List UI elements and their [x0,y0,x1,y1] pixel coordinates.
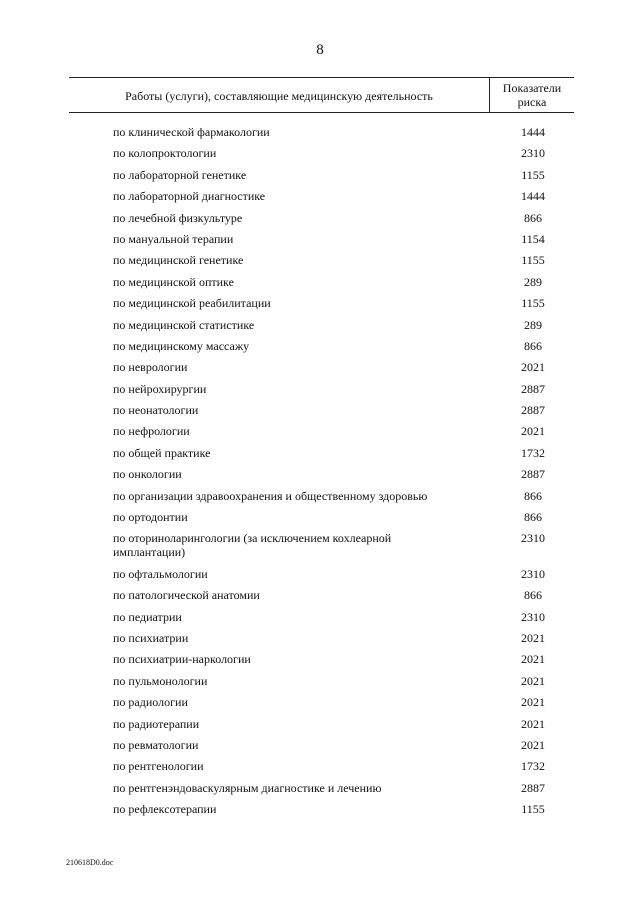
row-value: 1155 [521,253,545,268]
row-label: по оториноларингологии (за исключением кохлеарной имплантации) [113,531,392,560]
row-value: 1732 [521,759,545,774]
row-label: по рефлексотерапии [113,802,217,817]
row-label: по рентгенэндоваскулярным диагностике и лечению [113,780,382,795]
row-value: 2021 [521,360,545,375]
row-value: 2310 [521,609,545,624]
row-label: по колопроктологии [113,146,217,161]
row-label: по радиотерапии [113,716,200,731]
row-value: 1732 [521,445,545,460]
header-works-column: Работы (услуги), составляющие медицинскую деятельность [125,89,433,103]
row-value: 2887 [521,381,545,396]
row-value: 2310 [521,566,545,581]
page-number: 8 [316,42,324,58]
row-label: по медицинскому массажу [113,338,250,353]
row-label: по ревматологии [113,738,199,753]
table-row [0,207,640,228]
row-value: 866 [524,210,542,225]
row-value: 1444 [521,125,545,139]
table-row [0,378,640,399]
row-label: по мануальной терапии [113,231,234,246]
row-label: по радиологии [113,695,188,710]
row-value: 2887 [521,403,545,418]
row-value: 1155 [521,296,545,311]
table-row [0,399,640,420]
row-label: по нейрохирургии [113,381,207,396]
row-value: 866 [524,588,542,603]
row-label: по медицинской оптике [113,274,234,289]
row-value: 2021 [521,673,545,688]
table-row [0,506,640,527]
table-row [0,356,640,377]
row-label: по лабораторной генетике [113,167,247,182]
row-label: по медицинской статистике [113,317,255,332]
table-row [0,563,640,584]
row-value: 289 [524,317,542,332]
row-value: 866 [524,510,542,525]
table-row [0,185,640,206]
row-label: по клинической фармакологии [113,125,270,139]
row-value: 2021 [521,716,545,731]
row-value: 866 [524,488,542,503]
row-value: 1155 [521,802,545,817]
row-label: по ортодонтии [113,510,188,525]
table-row [0,314,640,335]
document-filename: 210618D0.doc [66,858,114,867]
row-value: 2310 [521,531,545,546]
row-label: по лабораторной диагностике [113,189,266,204]
row-label: по патологической анатомии [113,588,260,603]
row-value: 2021 [521,631,545,646]
row-label: по медицинской генетике [113,253,244,268]
header-risk-column: Показатели риска [502,81,562,109]
table-row [0,463,640,484]
row-label: по организации здравоохранения и общественному здоровью [113,488,428,503]
row-label: по психиатрии-наркологии [113,652,251,667]
row-label: по психиатрии [113,631,189,646]
table-row [0,420,640,441]
row-value: 1154 [521,231,545,246]
table-row [0,271,640,292]
table-row [0,798,640,819]
table-row [0,485,640,506]
table-row [0,606,640,627]
row-label: по неонатологии [113,403,199,418]
row-label: по лечебной физкультуре [113,210,243,225]
table-row [0,670,640,691]
table-row [0,142,640,163]
table-row [0,249,640,270]
table-row [0,527,640,563]
table-row [0,228,640,249]
table-row [0,121,640,142]
table-header [69,77,574,113]
row-value: 2021 [521,738,545,753]
table-row [0,335,640,356]
row-label: по пульмонологии [113,673,208,688]
row-value: 1444 [521,189,545,204]
row-value: 2887 [521,467,545,482]
table-row [0,442,640,463]
table-row [0,164,640,185]
row-label: по рентгенологии [113,759,204,774]
row-value: 2021 [521,424,545,439]
row-value: 866 [524,338,542,353]
table-row [0,648,640,669]
table-row [0,627,640,648]
row-label: по онкологии [113,467,182,482]
row-value: 289 [524,274,542,289]
table-row [0,713,640,734]
row-value: 1155 [521,167,545,182]
row-label: по общей практике [113,445,211,460]
row-label: по медицинской реабилитации [113,296,271,311]
table-row [0,734,640,755]
table-row [0,292,640,313]
table-row [0,777,640,798]
table-body [0,121,640,820]
table-row [0,584,640,605]
row-label: по офтальмологии [113,566,208,581]
row-label: по неврологии [113,360,188,375]
table-row [0,691,640,712]
row-label: по нефрологии [113,424,190,439]
row-label: по педиатрии [113,609,182,624]
row-value: 2310 [521,146,545,161]
row-value: 2021 [521,695,545,710]
row-value: 2021 [521,652,545,667]
row-value: 2887 [521,780,545,795]
table-row [0,755,640,776]
